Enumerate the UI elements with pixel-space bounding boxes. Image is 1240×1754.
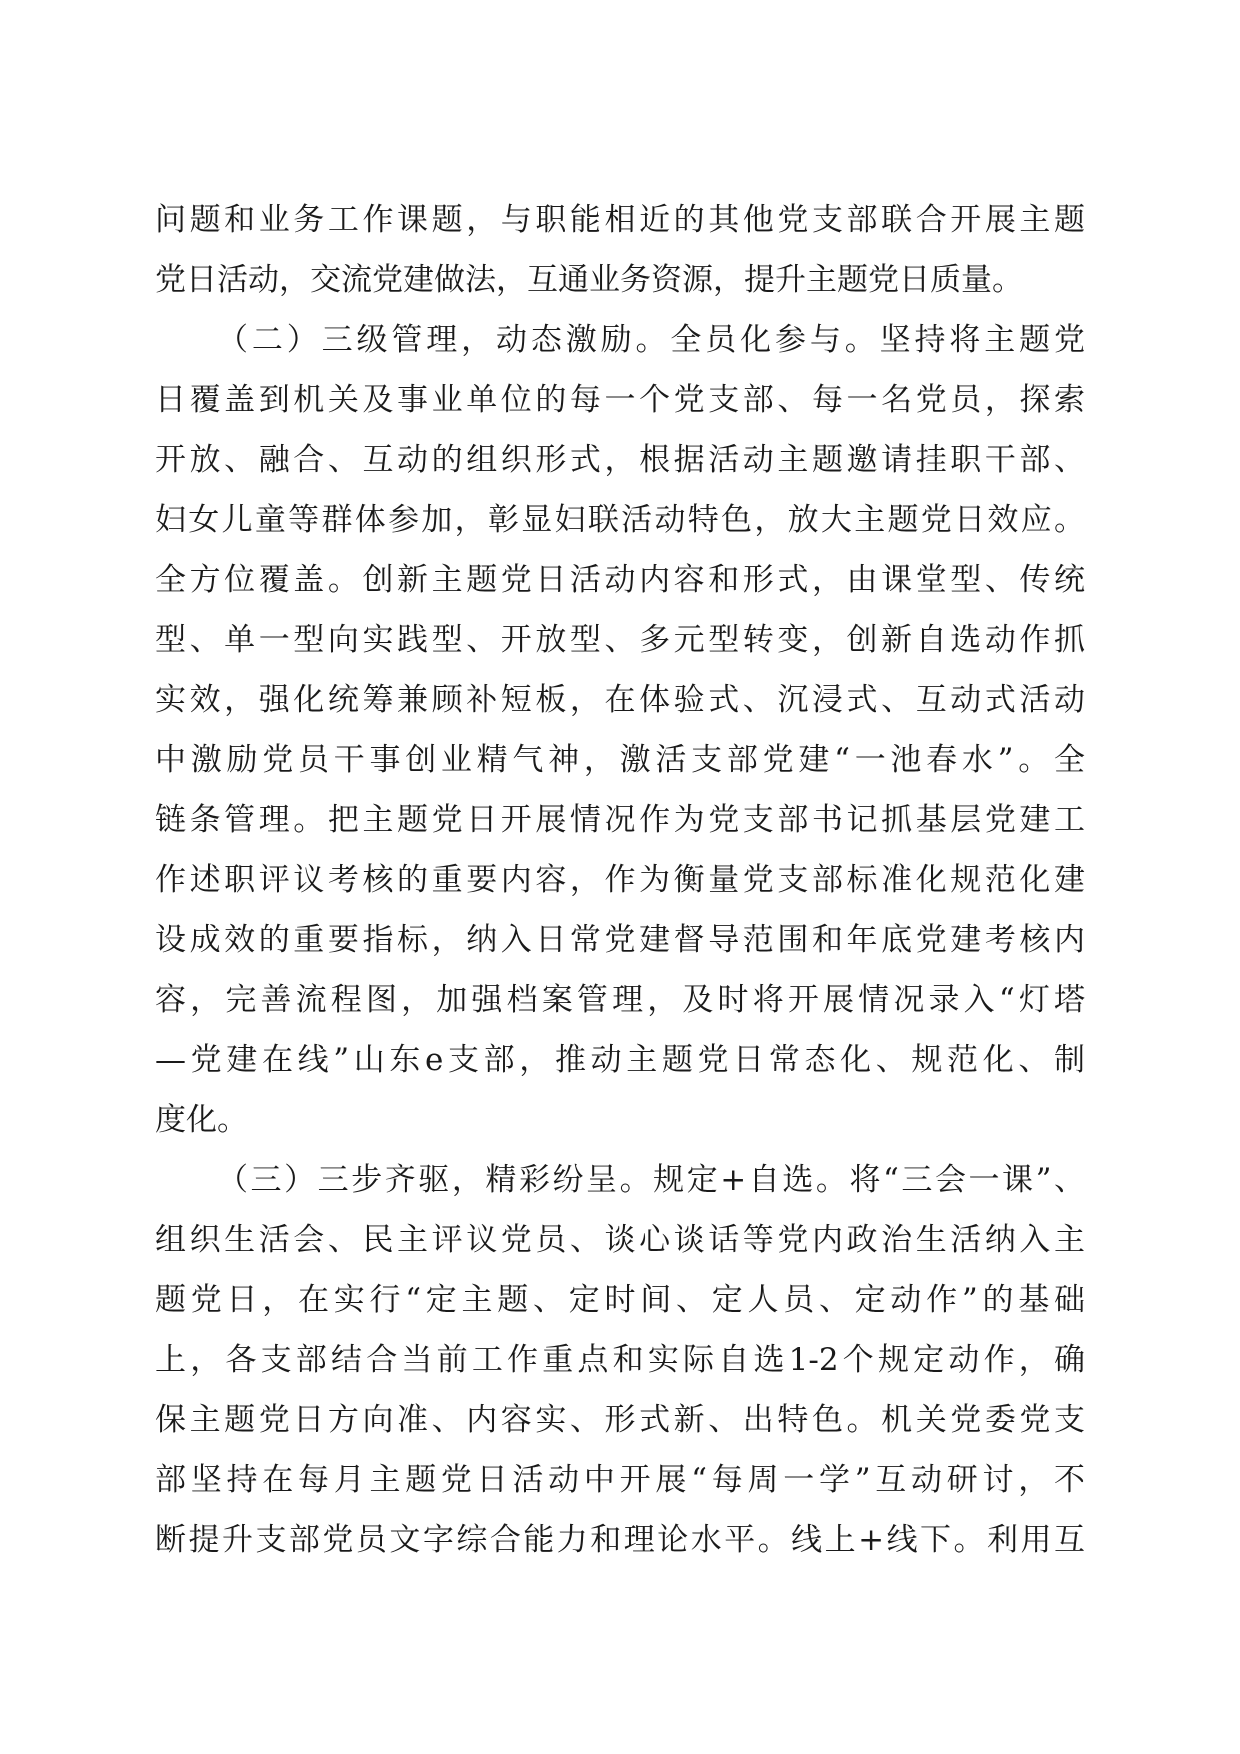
text-line: 上，各支部结合当前工作重点和实际自选1-2个规定动作，确 bbox=[155, 1342, 1085, 1378]
text-line: 断提升支部党员文字综合能力和理论水平。线上+线下。利用互 bbox=[155, 1522, 1085, 1558]
text-line: 部坚持在每月主题党日活动中开展“每周一学”互动研讨，不 bbox=[155, 1462, 1085, 1498]
text-line: 中激励党员干事创业精气神，激活支部党建“一池春水”。全 bbox=[155, 742, 1085, 778]
text-line: 开放、融合、互动的组织形式，根据活动主题邀请挂职干部、 bbox=[155, 442, 1085, 478]
text-line: 实效，强化统筹兼顾补短板，在体验式、沉浸式、互动式活动 bbox=[155, 682, 1085, 718]
text-line: 妇女儿童等群体参加，彰显妇联活动特色，放大主题党日效应。 bbox=[155, 502, 1085, 538]
text-line: 链条管理。把主题党日开展情况作为党支部书记抓基层党建工 bbox=[155, 802, 1085, 838]
text-line: 日覆盖到机关及事业单位的每一个党支部、每一名党员，探索 bbox=[155, 382, 1085, 418]
text-line: 题党日，在实行“定主题、定时间、定人员、定动作”的基础 bbox=[155, 1282, 1085, 1318]
body-text bbox=[155, 190, 1085, 1570]
text-line: 度化。 bbox=[155, 1102, 248, 1138]
text-line: 容，完善流程图，加强档案管理，及时将开展情况录入“灯塔 bbox=[155, 982, 1085, 1018]
text-line: 全方位覆盖。创新主题党日活动内容和形式，由课堂型、传统 bbox=[155, 562, 1085, 598]
text-line: 组织生活会、民主评议党员、谈心谈话等党内政治生活纳入主 bbox=[155, 1222, 1085, 1258]
text-line: 保主题党日方向准、内容实、形式新、出特色。机关党委党支 bbox=[155, 1402, 1085, 1438]
text-line: —党建在线”山东e支部，推动主题党日常态化、规范化、制 bbox=[155, 1042, 1085, 1078]
section-heading-line: （三）三步齐驱，精彩纷呈。规定+自选。将“三会一课”、 bbox=[217, 1162, 1085, 1198]
text-line: 问题和业务工作课题，与职能相近的其他党支部联合开展主题 bbox=[155, 202, 1085, 238]
text-line: 型、单一型向实践型、开放型、多元型转变，创新自选动作抓 bbox=[155, 622, 1085, 658]
section-heading-line: （二）三级管理，动态激励。全员化参与。坚持将主题党 bbox=[217, 322, 1085, 358]
text-line: 作述职评议考核的重要内容，作为衡量党支部标准化规范化建 bbox=[155, 862, 1085, 898]
text-line: 设成效的重要指标，纳入日常党建督导范围和年底党建考核内 bbox=[155, 922, 1085, 958]
text-line: 党日活动，交流党建做法，互通业务资源，提升主题党日质量。 bbox=[155, 262, 1023, 298]
